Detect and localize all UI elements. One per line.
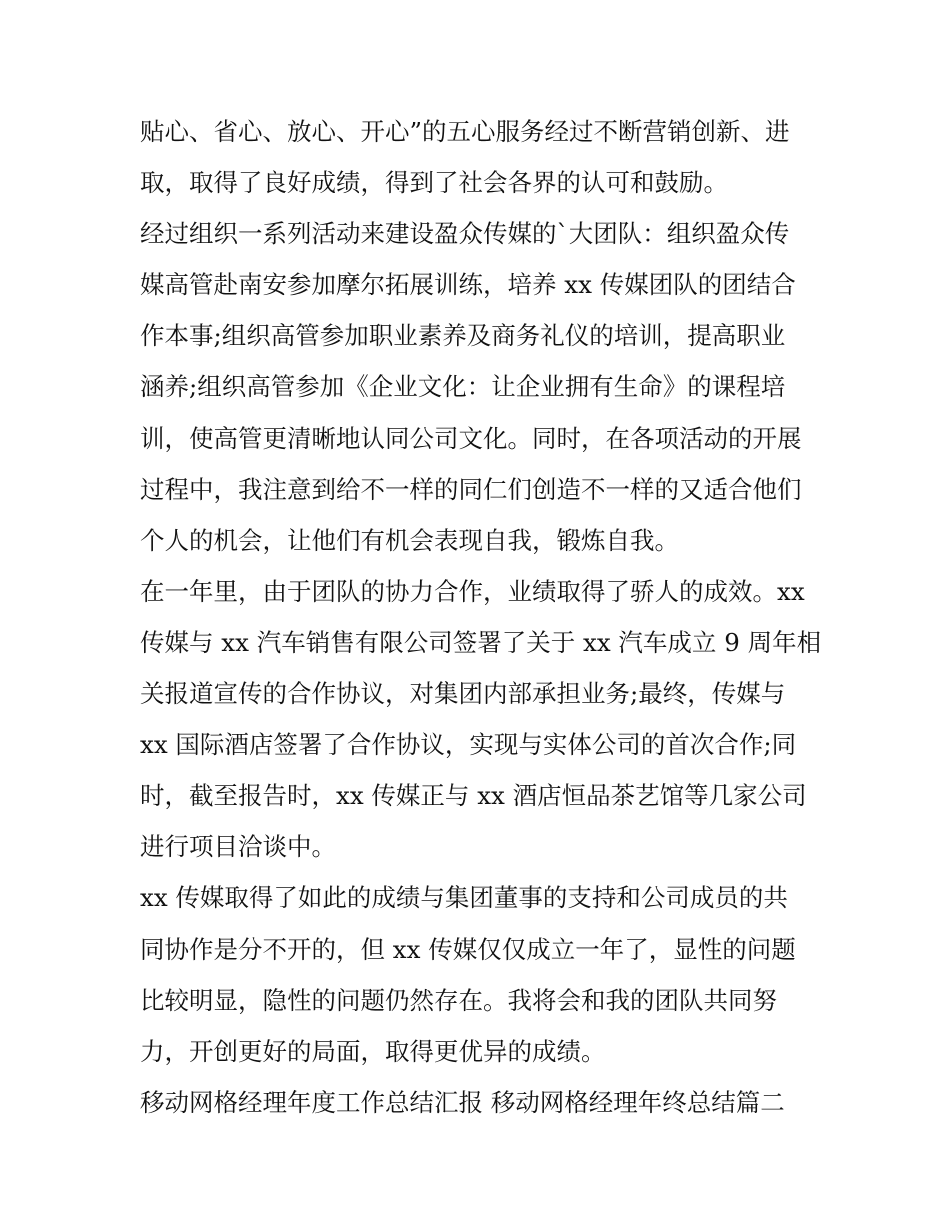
text-line: 力，开创更好的局面，取得更优异的成绩。 — [140, 1036, 606, 1066]
text-line: 贴心、省心、放心、开心”的五心服务经过不断营销创新、进 — [140, 117, 790, 146]
text-line: 作本事;组织高管参加职业素养及商务礼仪的培训，提高职业 — [140, 321, 786, 351]
text-line: xx 国际酒店签署了合作协议，实现与实体公司的首次合作;同 — [140, 730, 797, 760]
text-line: 个人的机会，让他们有机会表现自我，锻炼自我。 — [140, 525, 679, 555]
text-line: 经过组织一系列活动来建设盈众传媒的`大团队：组织盈众传 — [140, 219, 790, 249]
text-line: 取，取得了良好成绩，得到了社会各界的认可和鼓励。 — [140, 168, 728, 198]
text-line: 同协作是分不开的，但 xx 传媒仅仅成立一年了，显性的问题 — [140, 934, 796, 964]
text-line: 媒高管赴南安参加摩尔拓展训练，培养 xx 传媒团队的团结合 — [140, 270, 796, 300]
text-line: 比较明显，隐性的问题仍然存在。我将会和我的团队共同努 — [140, 985, 777, 1015]
text-line: 时，截至报告时，xx 传媒正与 xx 酒店恒品茶艺馆等几家公司 — [140, 781, 807, 811]
text-line: xx 传媒取得了如此的成绩与集团董事的支持和公司成员的共 — [140, 883, 788, 913]
text-line: 训，使高管更清晰地认同公司文化。同时，在各项活动的开展 — [140, 423, 802, 453]
document-body — [140, 106, 830, 1128]
text-line: 移动网格经理年度工作总结汇报 移动网格经理年终总结篇二 — [140, 1087, 785, 1117]
text-line: 关报道宣传的合作协议，对集团内部承担业务;最终，传媒与 — [140, 679, 786, 709]
text-line: 在一年里，由于团队的协力合作，业绩取得了骄人的成效。xx — [140, 576, 805, 606]
text-line: 过程中，我注意到给不一样的同仁们创造不一样的又适合他们 — [140, 474, 802, 504]
text-line: 进行项目洽谈中。 — [140, 832, 336, 862]
text-line: 传媒与 xx 汽车销售有限公司签署了关于 xx 汽车成立 9 周年相 — [140, 627, 822, 657]
text-line: 涵养;组织高管参加《企业文化：让企业拥有生命》的课程培 — [140, 372, 786, 402]
